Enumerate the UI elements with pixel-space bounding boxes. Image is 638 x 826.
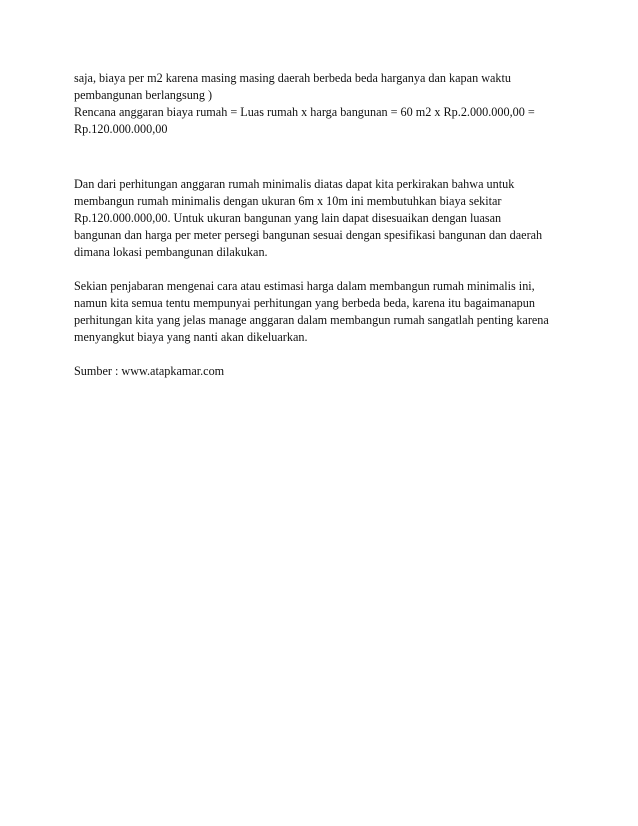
text-line: Sekian penjabaran mengenai cara atau estimasi harga dalam membangun rumah minimalis ini, xyxy=(74,279,535,293)
paragraph-cost-estimate xyxy=(74,70,574,138)
paragraph-source xyxy=(74,363,574,380)
text-line: bangunan dan harga per meter persegi bangunan sesuai dengan spesifikasi bangunan dan daerah xyxy=(74,228,543,242)
text-line: saja, biaya per m2 karena masing masing daerah berbeda beda harganya dan kapan waktu xyxy=(74,71,511,85)
document-body xyxy=(74,70,574,380)
text-line: pembangunan berlangsung ) xyxy=(74,88,213,102)
text-line: menyangkut biaya yang nanti akan dikeluarkan. xyxy=(74,330,308,344)
paragraph-spacer xyxy=(74,261,574,278)
paragraph-spacer xyxy=(74,138,574,159)
text-line: Rencana anggaran biaya rumah = Luas rumah x harga bangunan = 60 m2 x Rp.2.000.000,00 = xyxy=(74,105,535,119)
text-line: Dan dari perhitungan anggaran rumah minimalis diatas dapat kita perkirakan bahwa untuk xyxy=(74,177,515,191)
paragraph-spacer xyxy=(74,346,574,363)
text-line: namun kita semua tentu mempunyai perhitungan yang berbeda beda, karena itu bagaimanapun xyxy=(74,296,535,310)
text-line: dimana lokasi pembangunan dilakukan. xyxy=(74,245,268,259)
text-line: Rp.120.000.000,00 xyxy=(74,122,168,136)
source-credit: Sumber : www.atapkamar.com xyxy=(74,364,225,378)
paragraph-closing xyxy=(74,278,574,346)
paragraph-spacer xyxy=(74,159,574,176)
text-line: membangun rumah minimalis dengan ukuran 6m x 10m ini membutuhkan biaya sekitar xyxy=(74,194,502,208)
paragraph-conclusion xyxy=(74,176,574,261)
text-line: perhitungan kita yang jelas manage anggaran dalam membangun rumah sangatlah penting karena xyxy=(74,313,549,327)
text-line: Rp.120.000.000,00. Untuk ukuran bangunan yang lain dapat disesuaikan dengan luasan xyxy=(74,211,502,225)
